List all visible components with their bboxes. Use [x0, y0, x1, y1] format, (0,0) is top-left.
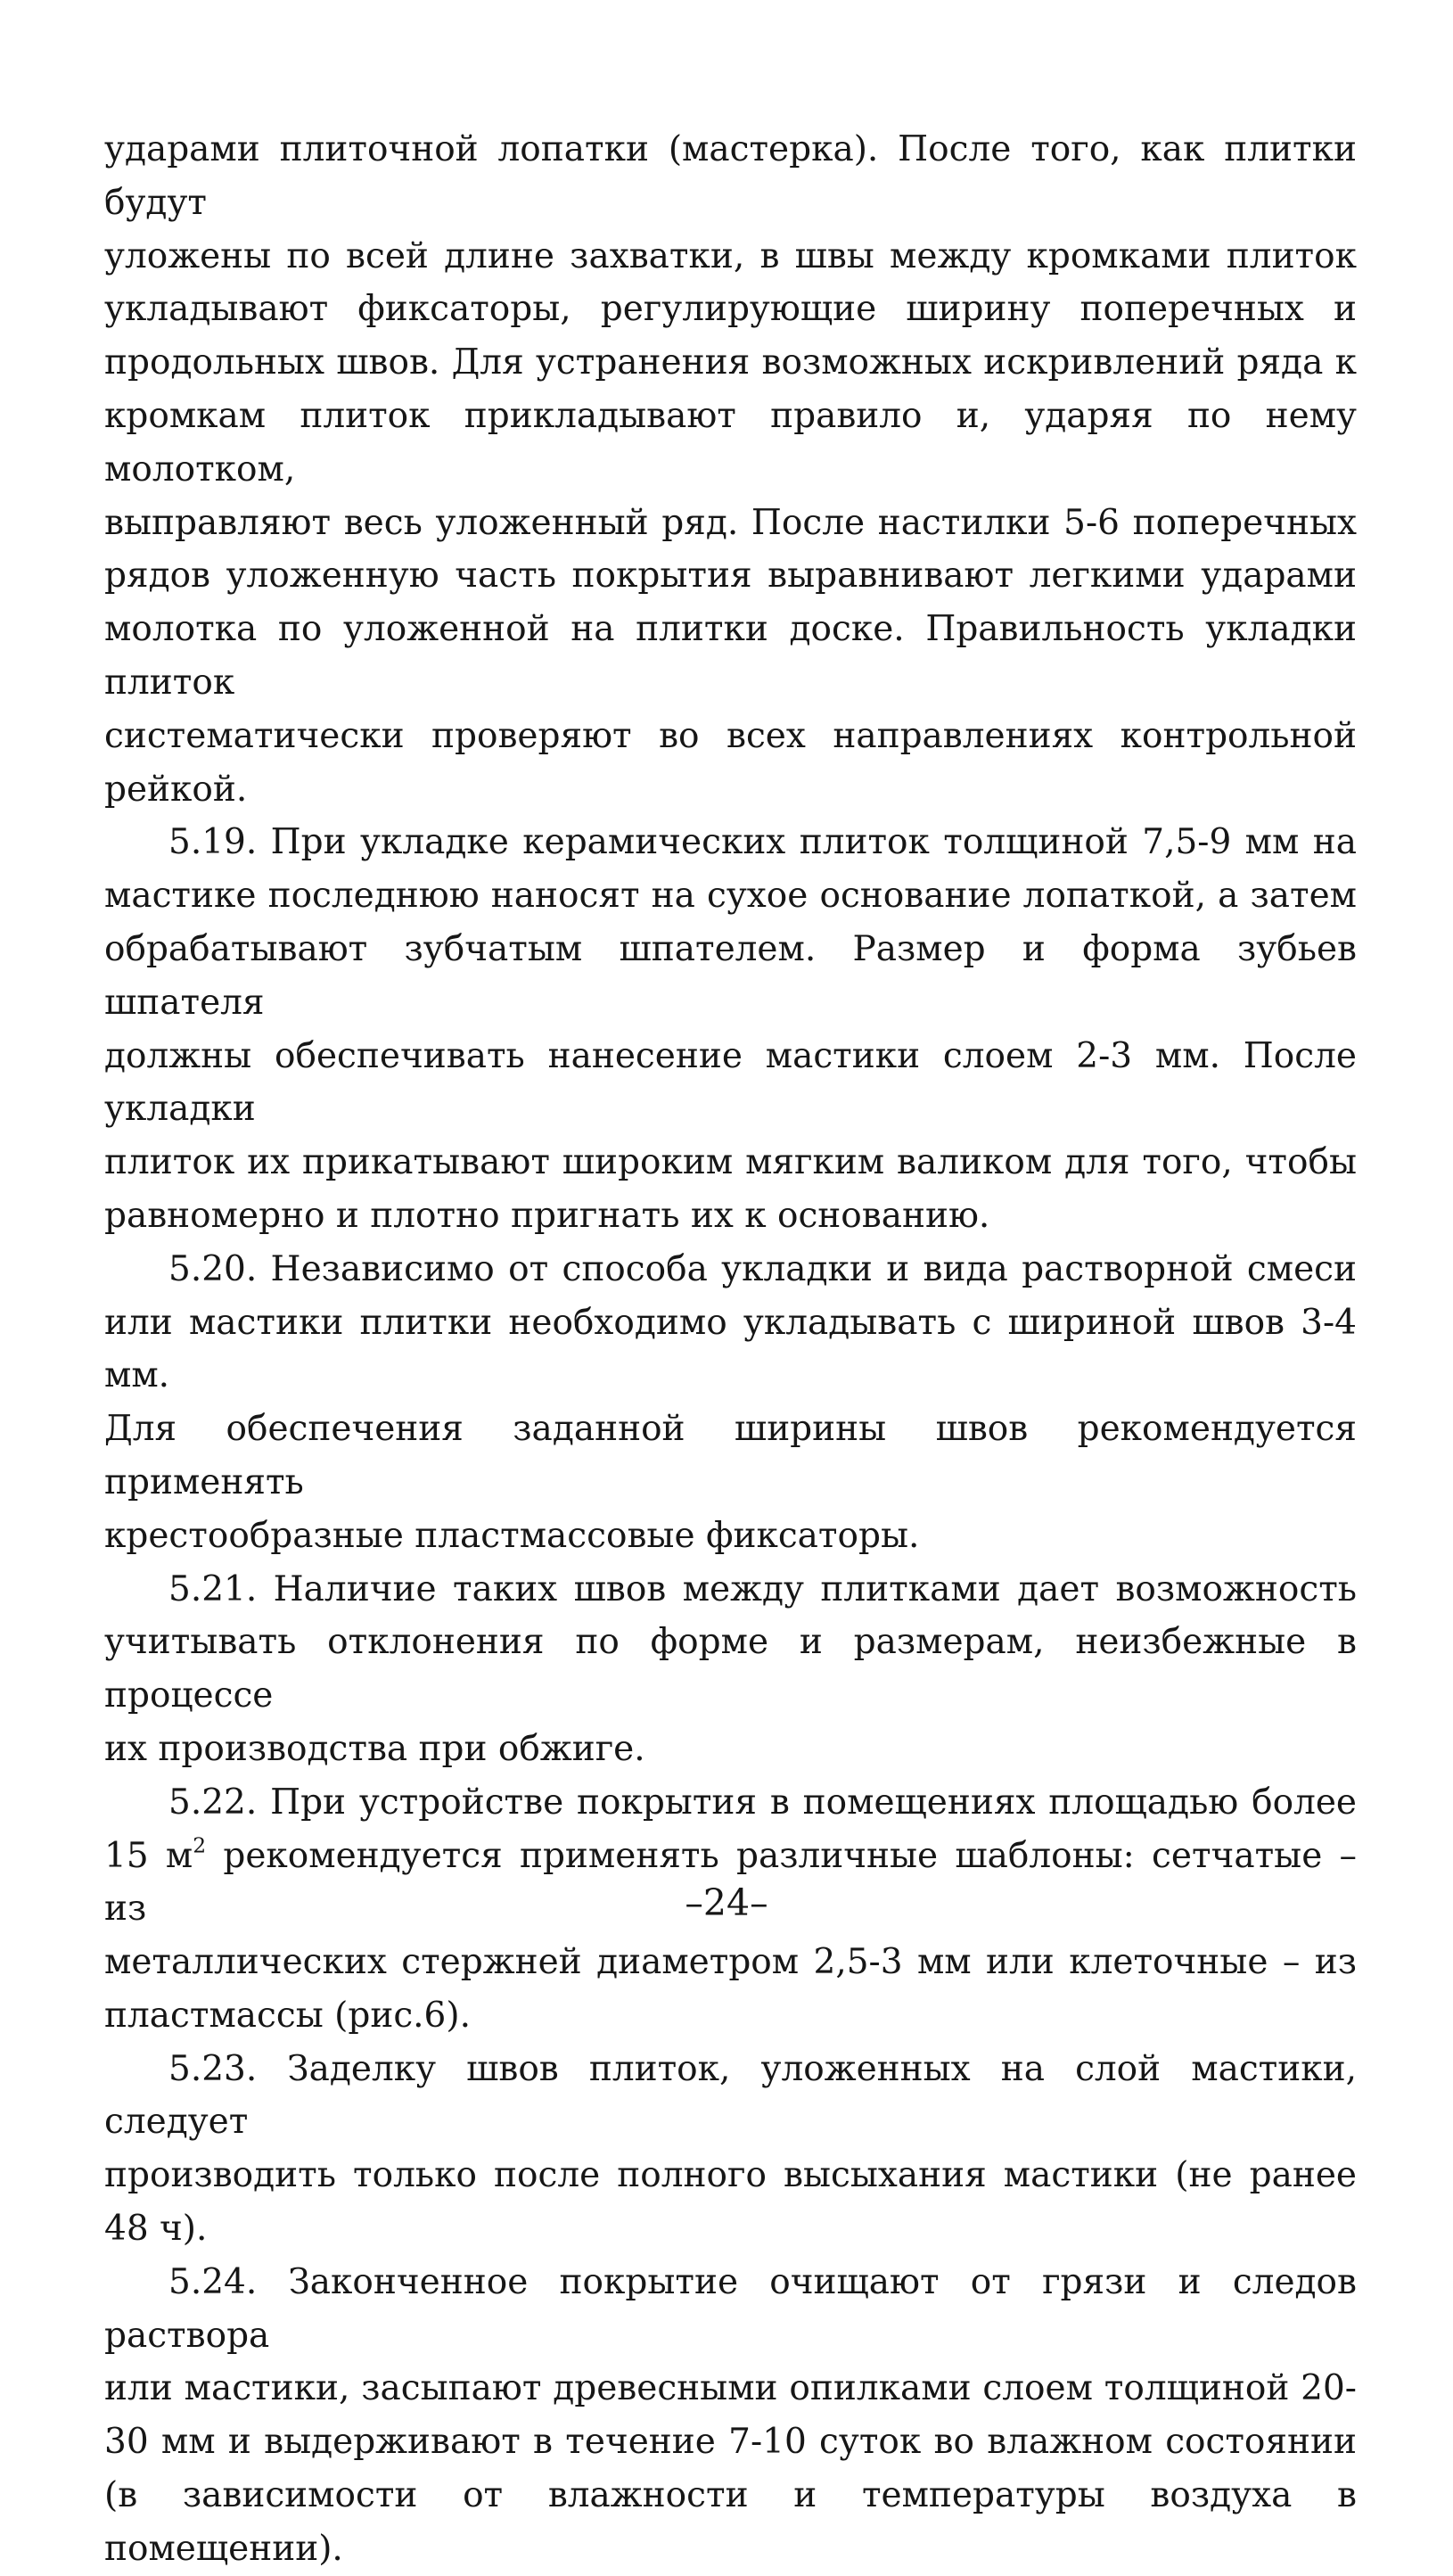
text-line: 30 мм и выдерживают в течение 7-10 суток во влажном состоянии: [104, 2422, 1357, 2463]
text-line: 5.22. При устройстве покрытия в помещениях площадью более: [168, 1782, 1357, 1823]
text-line: пластмассы (рис.6).: [104, 1995, 471, 2036]
paragraph-5-20: [104, 1243, 1357, 1563]
area-value: 15 м: [104, 1835, 193, 1876]
superscript-2: 2: [193, 1832, 207, 1858]
paragraph-continuation: [104, 123, 1357, 816]
text-line: 5.19. При укладке керамических плиток толщиной 7,5-9 мм на: [168, 822, 1357, 863]
page-number: –24–: [685, 1881, 768, 1924]
text-line: ударами плиточной лопатки (мастерка). После того, как плитки будут: [104, 129, 1357, 223]
text-line: или мастики плитки необходимо укладывать с шириной швов 3-4 мм.: [104, 1302, 1357, 1396]
text-line: продольных швов. Для устранения возможных искривлений ряда к: [104, 342, 1357, 383]
text-line: металлических стержней диаметром 2,5-3 мм или клеточные – из: [104, 1942, 1357, 1983]
paragraph-5-21: [104, 1563, 1357, 1776]
text-line: их производства при обжиге.: [104, 1728, 645, 1769]
text-line: молотка по уложенной на плитки доске. Правильность укладки плиток: [104, 609, 1357, 703]
text-line: кромкам плиток прикладывают правило и, ударяя по нему молотком,: [104, 395, 1357, 490]
text-line: 48 ч).: [104, 2209, 208, 2250]
text-line: 5.24. Законченное покрытие очищают от грязи и следов раствора: [104, 2261, 1357, 2356]
document-page: [104, 123, 1357, 2576]
text-line: уложены по всей длине захватки, в швы между кромками плиток: [104, 235, 1357, 276]
text-line: укладывают фиксаторы, регулирующие ширину поперечных и: [104, 289, 1357, 330]
text-line: систематически проверяют во всех направлениях контрольной рейкой.: [104, 715, 1357, 810]
paragraph-5-24: [104, 2256, 1357, 2576]
text-line: плиток их прикатывают широким мягким валиком для того, чтобы: [104, 1142, 1357, 1183]
text-line: должны обеспечивать нанесение мастики слоем 2-3 мм. После укладки: [104, 1035, 1357, 1130]
paragraph-5-23: [104, 2043, 1357, 2256]
text-line: обрабатывают зубчатым шпателем. Размер и форма зубьев шпателя: [104, 928, 1357, 1023]
text-line: учитывать отклонения по форме и размерам, неизбежные в процессе: [104, 1622, 1357, 1716]
text-line: крестообразные пластмассовые фиксаторы.: [104, 1515, 920, 1556]
text-line: мастике последнюю наносят на сухое основание лопаткой, а затем: [104, 876, 1357, 917]
text-line: рядов уложенную часть покрытия выравнивают легкими ударами: [104, 556, 1357, 597]
text-line: 5.20. Независимо от способа укладки и вида растворной смеси: [168, 1248, 1357, 1289]
text-line: (в зависимости от влажности и температуры воздуха в помещении).: [104, 2475, 1357, 2569]
text-line: производить только после полного высыхания мастики (не ранее: [104, 2155, 1357, 2196]
text-line: или мастики, засыпают древесными опилками слоем толщиной 20-: [104, 2368, 1357, 2409]
text-line: 5.21. Наличие таких швов между плитками дает возможность: [168, 1568, 1357, 1609]
text-line: равномерно и плотно пригнать их к основанию.: [104, 1195, 990, 1236]
text-line: Для обеспечения заданной ширины швов рекомендуется применять: [104, 1409, 1357, 1502]
paragraph-5-19: [104, 816, 1357, 1242]
text-line: выправляют весь уложенный ряд. После настилки 5-6 поперечных: [104, 502, 1357, 543]
text-line: 5.23. Заделку швов плиток, уложенных на слой мастики, следует: [104, 2048, 1357, 2143]
text-fragment: рекомендуется применять различные шаблоны: сетчатые – из: [104, 1835, 1358, 1930]
